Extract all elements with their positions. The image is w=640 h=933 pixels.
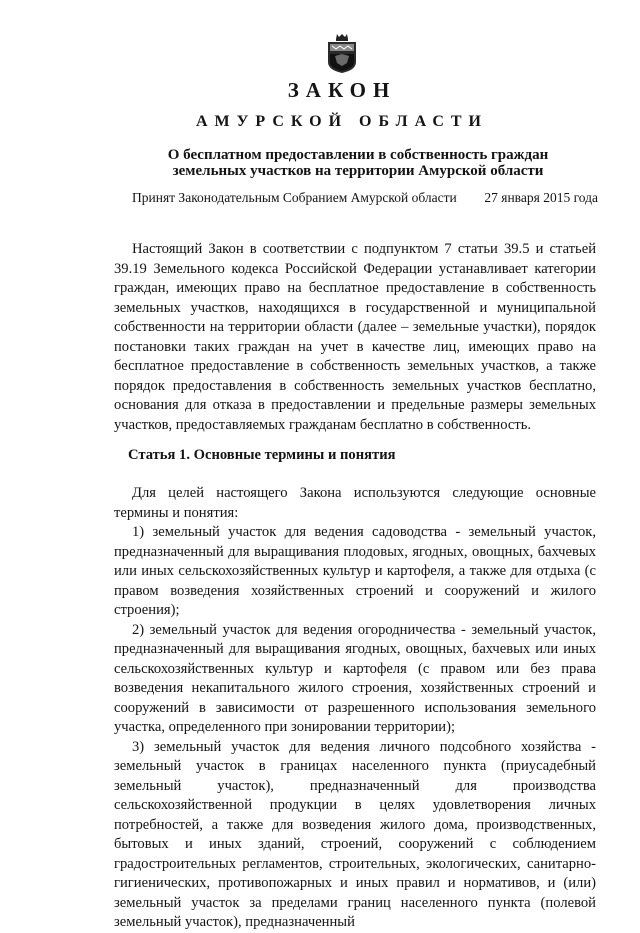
adoption-line (132, 190, 598, 206)
article-1-intro: Для целей настоящего Закона используются следующие основные термины и понятия: (114, 485, 596, 521)
article-1-heading: Статья 1. Основные термины и понятия (128, 447, 396, 463)
list-item: 3) земельный участок для ведения личного подсобного хозяйства - земельный участок в границах населенного пункта (приусадебный земельный участок), предназначенный для производства сельскохозяйственной продукции в целях удовлетворения личных потребностей, а также для возведения жилого дома, производственных, бытовых и иных зданий, строений, сооружений с соблюдением градостроительных регламентов, строительных, экологических, санитарно-гигиенических, противопожарных и иных правил и нормативов, и (или) земельный участок за пределами границ населенного пункта (полевой земельный участок), предназначенный (114, 738, 596, 930)
law-title: ЗАКОН (287, 78, 397, 102)
law-subject: О бесплатном предоставлении в собственность граждан земельных участков на территории Амурской области (167, 147, 549, 179)
list-item: 1) земельный участок для ведения садоводства - земельный участок, предназначенный для выращивания плодовых, ягодных, овощных, бахчевых или иных сельскохозяйственных культур и картофеля, а также для отдыха (с правом возведения хозяйственных строений и сооружений и жилого строения); (114, 524, 596, 618)
adoption-date: 27 января 2015 года (484, 190, 598, 205)
region-title: АМУРСКОЙ ОБЛАСТИ (196, 113, 488, 130)
coat-of-arms-icon (326, 32, 358, 74)
terms-list (114, 523, 596, 933)
preamble-paragraph: Настоящий Закон в соответствии с подпунктом 7 статьи 39.5 и статьей 39.19 Земельного кодекса Российской Федерации устанавливает категории граждан, имеющих право на бесплатное предоставление в собственность земельных участков, находящихся в государственной и муниципальной собственности на территории области (далее – земельные участки), порядок постановки таких граждан на учет в качестве лиц, имеющих право на бесплатное предоставление в собственность земельных участков, а также порядок предоставления в собственность земельных участков бесплатно, основания для отказа в предоставлении и предельные размеры земельных участков, предоставляемых гражданам бесплатно в собственность. (114, 241, 596, 433)
adoption-text: Принят Законодательным Собранием Амурской области (132, 190, 457, 205)
list-item: 2) земельный участок для ведения огородничества - земельный участок, предназначенный для выращивания ягодных, овощных, бахчевых или иных сельскохозяйственных культур и картофеля (с правом или без права возведения некапитального жилого строения, хозяйственных строений и сооружений в зависимости от разрешенного использования земельного участка, определенного при зонировании территории); (114, 621, 596, 735)
